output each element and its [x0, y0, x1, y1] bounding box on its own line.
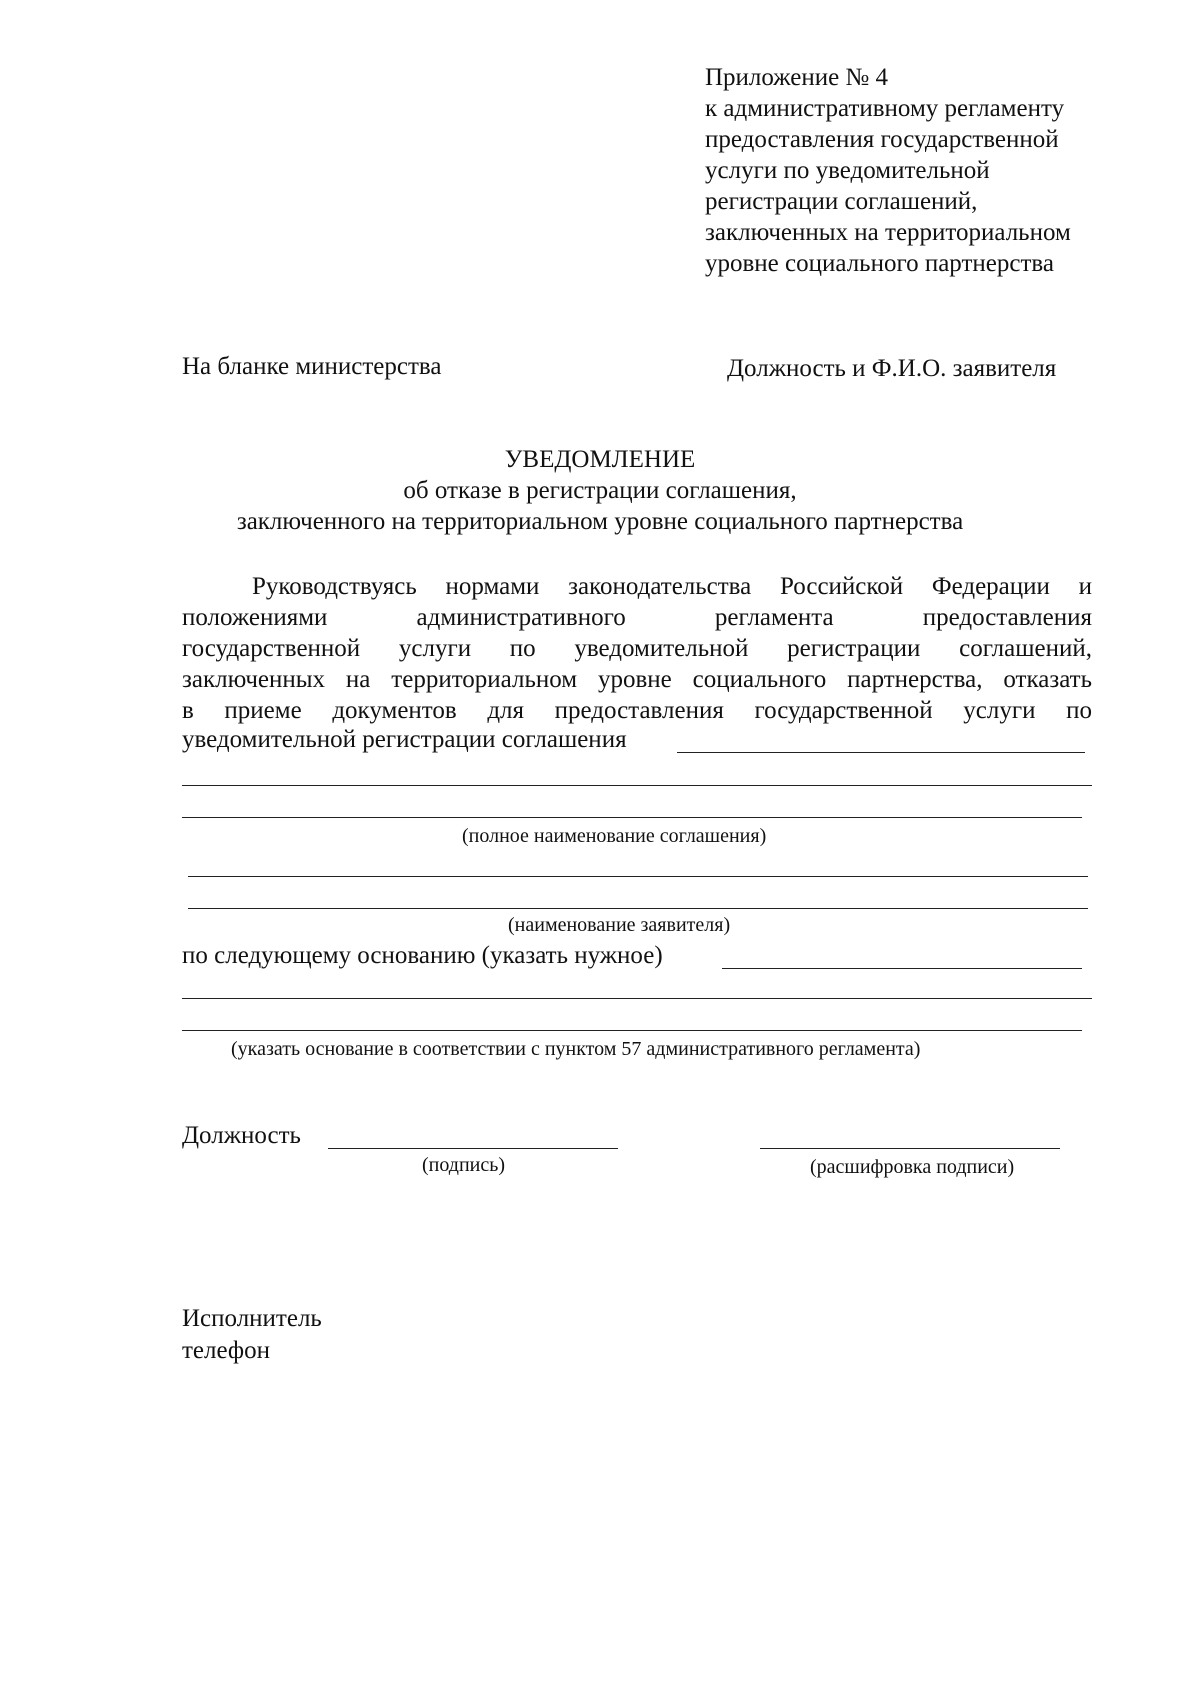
document-subtitle-1: об отказе в регистрации соглашения, — [403, 477, 797, 504]
basis-blank-line[interactable] — [722, 968, 1082, 969]
document-subtitle-2: заключенного на территориальном уровне социального партнерства — [236, 508, 964, 535]
paragraph-line: Руководствуясь нормами законодательства Российской Федерации и — [252, 573, 1092, 600]
paragraph-line: уведомительной регистрации соглашения — [182, 726, 627, 753]
applicant-blank-line[interactable] — [188, 876, 1088, 877]
agreement-name-caption: (полное наименование соглашения) — [462, 825, 767, 847]
agreement-blank-line[interactable] — [677, 752, 1085, 753]
basis-caption: (указать основание в соответствии с пунктом 57 административного регламента) — [231, 1038, 921, 1060]
basis-label: по следующему основанию (указать нужное) — [182, 942, 663, 969]
annex-line: уровне социального партнерства — [705, 250, 1054, 277]
annex-line: услуги по уведомительной — [705, 157, 990, 184]
signature-caption: (подпись) — [422, 1154, 506, 1176]
executor-label: Исполнитель — [182, 1305, 322, 1332]
signature-decode-line[interactable] — [760, 1148, 1060, 1149]
phone-label: телефон — [182, 1337, 270, 1364]
annex-line: предоставления государственной — [705, 126, 1059, 153]
document-title: УВЕДОМЛЕНИЕ — [504, 446, 696, 473]
agreement-blank-line[interactable] — [182, 817, 1082, 818]
basis-blank-line[interactable] — [182, 998, 1092, 999]
position-label: Должность — [182, 1122, 301, 1149]
agreement-blank-line[interactable] — [182, 785, 1092, 786]
paragraph-line: государственной услуги по уведомительной регистрации соглашений, — [182, 635, 1092, 662]
applicant-name-caption: (наименование заявителя) — [508, 914, 731, 936]
paragraph-line: положениями административного регламента предоставления — [182, 604, 1092, 631]
annex-line: заключенных на территориальном — [705, 219, 1071, 246]
paragraph-line: заключенных на территориальном уровне социального партнерства, отказать — [182, 666, 1092, 693]
annex-line: к административному регламенту — [705, 95, 1065, 122]
annex-block — [705, 62, 1071, 279]
applicant-position-label: Должность и Ф.И.О. заявителя — [727, 355, 1057, 382]
annex-line: Приложение № 4 — [705, 64, 889, 91]
annex-line: регистрации соглашений, — [705, 188, 978, 215]
basis-blank-line[interactable] — [182, 1030, 1082, 1031]
applicant-blank-line[interactable] — [188, 908, 1088, 909]
paragraph-line: в приеме документов для предоставления государственной услуги по — [182, 697, 1092, 724]
signature-decode-caption: (расшифровка подписи) — [810, 1156, 1015, 1178]
signature-line[interactable] — [328, 1148, 618, 1149]
ministry-letterhead-label: На бланке министерства — [182, 353, 442, 380]
